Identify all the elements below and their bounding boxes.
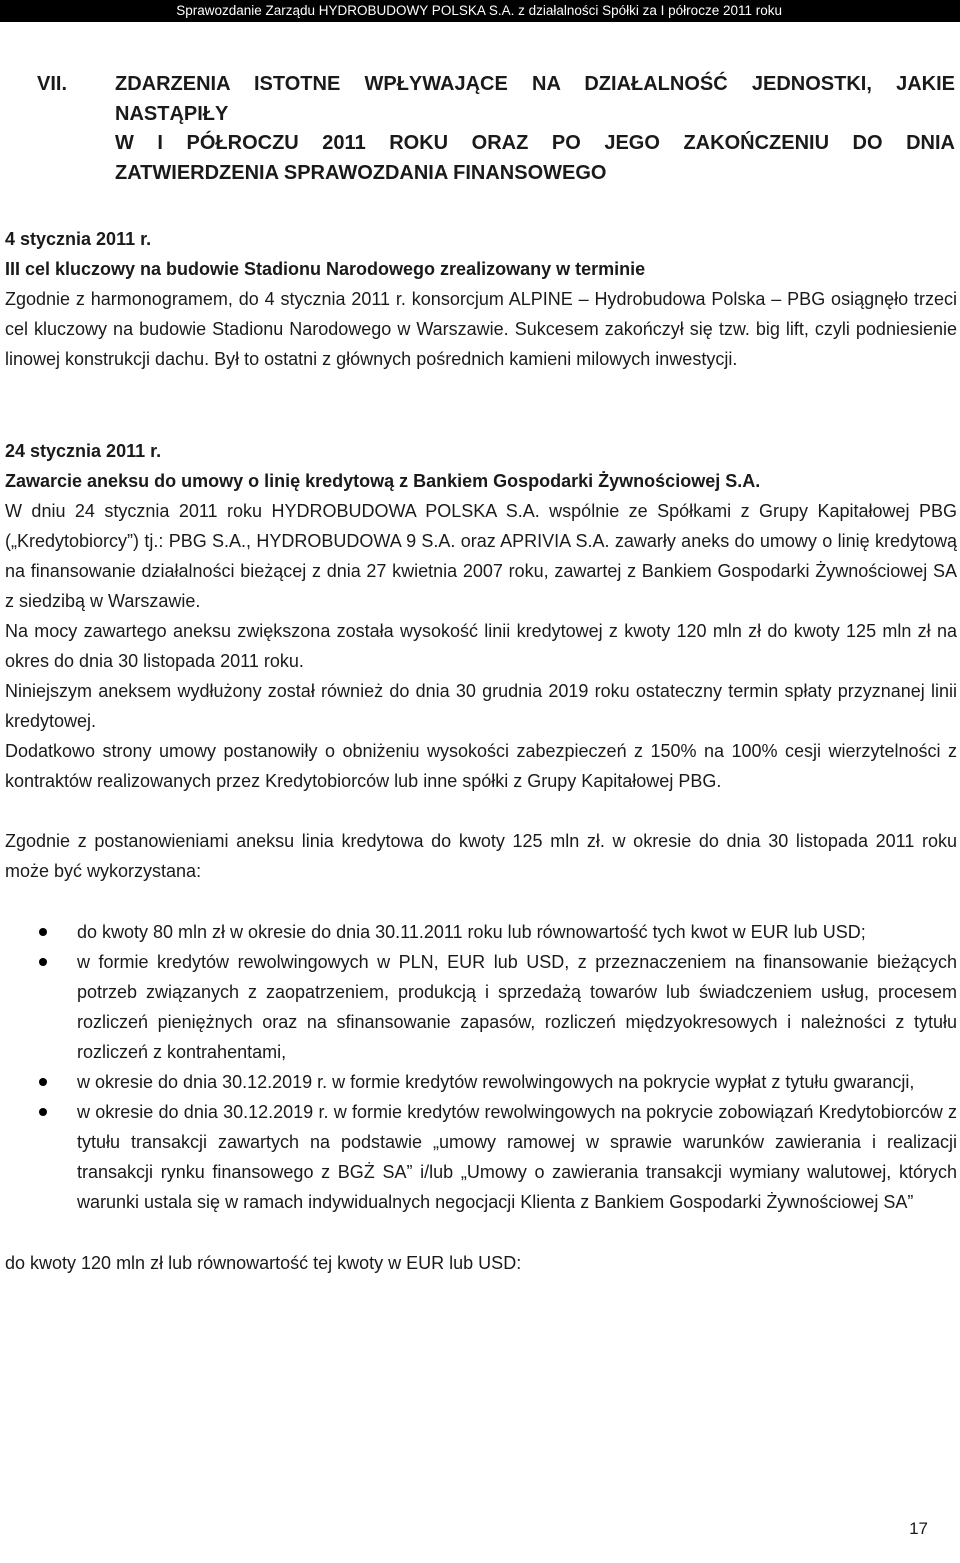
list-item (5, 1067, 957, 1097)
list-item-text: do kwoty 80 mln zł w okresie do dnia 30.11.2011 roku lub równowartość tych kwot w EUR lub USD; (77, 922, 866, 942)
list-item (5, 947, 957, 1067)
event-heading: III cel kluczowy na budowie Stadionu Narodowego zrealizowany w terminie (5, 259, 646, 279)
list-item-text: w formie kredytów rewolwingowych w PLN, EUR lub USD, z przeznaczeniem na finansowanie bieżących potrzeb związanych z zaopatrzeniem, produkcją i sprzedażą towarów lub świadczeniem usług, procesem rozliczeń pieniężnych oraz na sfinansowanie zapasów, rozliczeń międzyokresowych i należności z tytułu rozliczeń z kontrahentami, (77, 952, 957, 1062)
spacer (5, 886, 957, 917)
page-number: 17 (909, 1519, 928, 1538)
bullet-icon (39, 958, 47, 966)
running-header-text: Sprawozdanie Zarządu HYDROBUDOWY POLSKA S.A. z działalności Spółki za I półrocze 2011 roku (176, 3, 782, 18)
list-item (5, 1097, 957, 1217)
running-header (0, 0, 960, 22)
bullet-icon (39, 928, 47, 936)
spacer (5, 1217, 957, 1248)
section-title-line: ZDARZENIA ISTOTNE WPŁYWAJĄCE NA DZIAŁALNOŚĆ JEDNOSTKI, JAKIE NASTĄPIŁY (115, 73, 955, 125)
event-paragraph: Dodatkowo strony umowy postanowiły o obniżeniu wysokości zabezpieczeń z 150% na 100% cesji wierzytelności z kontraktów realizowanych przez Kredytobiorców lub inne spółki z Grupy Kapitałowej PBG. (5, 741, 957, 791)
section-title-line: W I PÓŁROCZU 2011 ROKU ORAZ PO JEGO ZAKOŃCZENIU DO DNIA (115, 132, 955, 154)
document-body (5, 224, 957, 1278)
bullet-icon (39, 1078, 47, 1086)
closing-line: do kwoty 120 mln zł lub równowartość tej kwoty w EUR lub USD: (5, 1253, 522, 1273)
event-paragraph: Zgodnie z harmonogramem, do 4 stycznia 2011 r. konsorcjum ALPINE – Hydrobudowa Polska – PBG osiągnęło trzeci cel kluczowy na budowie Stadionu Narodowego w Warszawie. Sukcesem zakończył się tzw. big lift, czyli podniesienie linowej konstrukcji dachu. Był to ostatni z głównych pośrednich kamieni milowych inwestycji. (5, 289, 957, 369)
event-paragraph: Na mocy zawartego aneksu zwiększona została wysokość linii kredytowej z kwoty 120 mln zł do kwoty 125 mln zł na okres do dnia 30 listopada 2011 roku. (5, 621, 957, 671)
event-date: 4 stycznia 2011 r. (5, 229, 152, 249)
event-paragraph: Niniejszym aneksem wydłużony został również do dnia 30 grudnia 2019 roku ostateczny termin spłaty przyznanej linii kredytowej. (5, 681, 957, 731)
spacer (5, 796, 957, 826)
section-number: VII. (37, 73, 68, 95)
list-item-text: w okresie do dnia 30.12.2019 r. w formie kredytów rewolwingowych na pokrycie wypłat z tytułu gwarancji, (77, 1072, 915, 1092)
event-heading: Zawarcie aneksu do umowy o linię kredytową z Bankiem Gospodarki Żywnościowej S.A. (5, 471, 761, 491)
section-title (115, 70, 955, 188)
list-item (5, 917, 957, 947)
event-date: 24 stycznia 2011 r. (5, 441, 162, 461)
bullet-icon (39, 1108, 47, 1116)
provisions-list (5, 917, 957, 1217)
provisions-intro: Zgodnie z postanowieniami aneksu linia kredytowa do kwoty 125 mln zł. w okresie do dnia 30 listopada 2011 roku może być wykorzystana: (5, 831, 957, 881)
list-item-text: w okresie do dnia 30.12.2019 r. w formie kredytów rewolwingowych na pokrycie zobowiązań Kredytobiorców z tytułu transakcji zawartych na podstawie „umowy ramowej w sprawie warunków zawierania i realizacji transakcji rynku finansowego z BGŻ SA” i/lub „Umowy o zawierania transakcji wymiany walutowej, których warunki ustala się w ramach indywidualnych negocjacji Klienta z Bankiem Gospodarki Żywnościowej SA” (77, 1102, 957, 1212)
section-title-line: ZATWIERDZENIA SPRAWOZDANIA FINANSOWEGO (115, 161, 607, 184)
spacer (5, 374, 957, 436)
event-paragraph: W dniu 24 stycznia 2011 roku HYDROBUDOWA POLSKA S.A. wspólnie ze Spółkami z Grupy Kapitałowej PBG („Kredytobiorcy”) tj.: PBG S.A., HYDROBUDOWA 9 S.A. oraz APRIVIA S.A. zawarły aneks do umowy o linię kredytową na finansowanie działalności bieżącej z dnia 27 kwietnia 2007 roku, zawartej z Bankiem Gospodarki Żywnościowej SA z siedzibą w Warszawie. (5, 501, 957, 611)
